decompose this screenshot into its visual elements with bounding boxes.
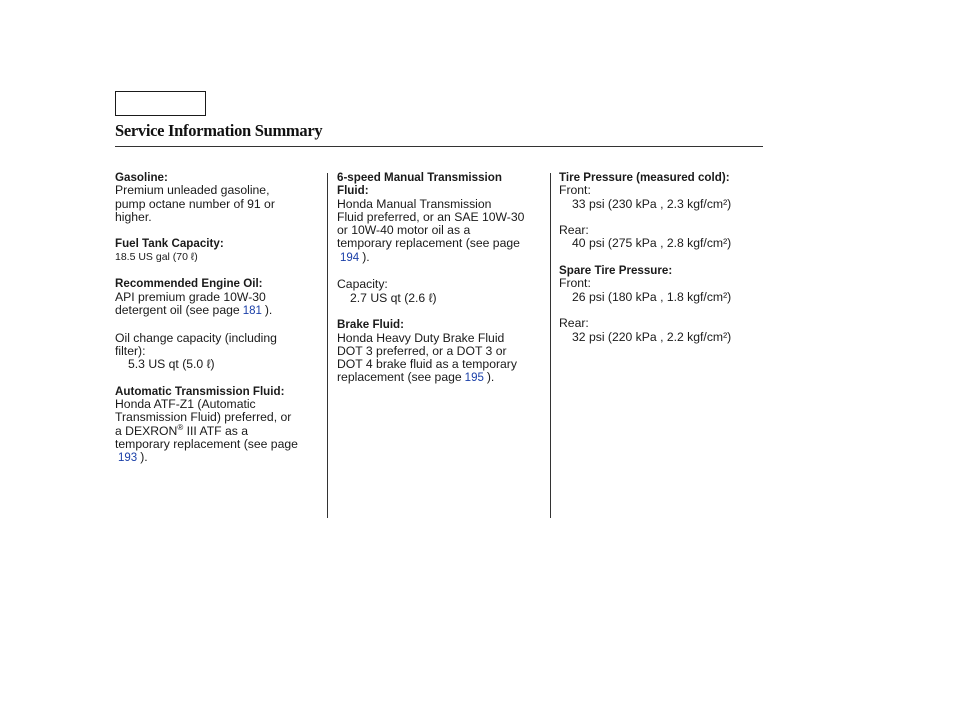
- gasoline-line: pump octane number of 91 or: [115, 196, 275, 211]
- oil-capacity-line: Oil change capacity (including: [115, 330, 277, 345]
- spare-tire-heading: Spare Tire Pressure: [559, 264, 669, 278]
- mtf-heading: 6-speed Manual Transmission: [337, 171, 502, 184]
- engine-oil-line-end: ).: [264, 302, 273, 317]
- atf-line: temporary replacement (see page: [115, 436, 298, 451]
- atf-heading: Automatic Transmission Fluid: [115, 384, 281, 398]
- engine-oil-line: API premium grade 10W-30: [115, 289, 266, 304]
- atf-line: Honda ATF-Z1 (Automatic: [115, 397, 256, 412]
- gasoline-line: Premium unleaded gasoline,: [115, 183, 270, 198]
- page-link-194[interactable]: 194: [340, 251, 360, 264]
- brake-fluid-line-end: ).: [486, 370, 495, 385]
- fuel-tank-value: 18.5 US gal (70 ℓ): [115, 250, 198, 263]
- mtf-heading: Fluid: [337, 184, 365, 198]
- gasoline-heading: Gasoline: [115, 171, 164, 184]
- brake-fluid-line: DOT 3 preferred, or a DOT 3 or: [337, 343, 507, 358]
- brake-fluid-line: DOT 4 brake fluid as a temporary: [337, 357, 517, 372]
- front-pressure-value: 33 psi (230 kPa , 2.3 kgf/cm²): [572, 196, 732, 211]
- spare-front-label: Front:: [559, 276, 591, 291]
- page-link-181[interactable]: 181: [242, 304, 262, 317]
- atf-line-end: ).: [140, 450, 148, 465]
- column-divider-1: [327, 173, 328, 518]
- header-rule: [115, 146, 763, 147]
- brake-fluid-line: Honda Heavy Duty Brake Fluid: [337, 330, 505, 345]
- gasoline-line: higher.: [115, 209, 152, 224]
- spare-front-value: 26 psi (180 kPa , 1.8 kgf/cm²): [572, 289, 732, 304]
- engine-oil-line: detergent oil (see page: [115, 302, 240, 317]
- front-label: Front:: [559, 183, 591, 198]
- mtf-line-end: ).: [362, 249, 370, 264]
- spare-rear-value: 32 psi (220 kPa , 2.2 kgf/cm²): [572, 329, 732, 344]
- atf-line: III ATF as a: [183, 423, 249, 438]
- mtf-line: temporary replacement (see page: [337, 236, 520, 251]
- page-title: Service Information Summary: [115, 121, 323, 140]
- atf-line: Transmission Fluid) preferred, or: [115, 410, 292, 425]
- fuel-tank-heading: Fuel Tank Capacity: [115, 237, 220, 251]
- column-right: Tire Pressure (measured cold): Front: 33 psi (230 kPa , 2.3 kgf/cm²) Rear: 40 psi (275 kPa , 2.8 kgf/cm²) Spare Tire Pressure: Front: 26 psi (180 kPa , 1.8 kgf/cm²) Rear: 32 psi (220 kPa , 2.2 kgf/cm²): [559, 171, 769, 344]
- oil-capacity-line: filter):: [115, 343, 146, 358]
- engine-oil-heading: Recommended Engine Oil: [115, 277, 259, 291]
- brake-fluid-heading: Brake Fluid: [337, 318, 401, 332]
- mtf-line: Honda Manual Transmission: [337, 196, 492, 211]
- spare-rear-label: Rear:: [559, 316, 589, 331]
- rear-pressure-value: 40 psi (275 kPa , 2.8 kgf/cm²): [572, 236, 732, 251]
- column-left: Gasoline: Premium unleaded gasoline, pump octane number of 91 or higher. Fuel Tank Capacity: 18.5 US gal (70 ℓ) Recommended Engine Oil: API premium grade 10W-30 detergent oil (see page 181 ). Oil change capacity (including filter): 5.3 US qt (5.0 ℓ) Automatic Transmission Fluid: Honda ATF-Z1 (Automatic Transmission Fluid) preferred, or a DEXRON® III ATF as a temporary replacement (see page 193 ).: [115, 171, 325, 466]
- column-divider-2: [550, 173, 551, 518]
- oil-capacity-value: 5.3 US qt (5.0 ℓ): [128, 357, 215, 372]
- page-link-195[interactable]: 195: [464, 372, 484, 385]
- tire-pressure-heading: Tire Pressure (measured cold): [559, 171, 726, 184]
- capacity-label: Capacity:: [337, 277, 388, 292]
- capacity-value: 2.7 US qt (2.6 ℓ): [350, 290, 437, 305]
- rear-label: Rear:: [559, 223, 589, 238]
- nav-box[interactable]: [115, 91, 206, 116]
- registered-mark: ®: [177, 422, 184, 432]
- mtf-line: or 10W-40 motor oil as a: [337, 223, 471, 238]
- column-middle: 6-speed Manual Transmission Fluid: Honda Manual Transmission Fluid preferred, or an SAE 10W-30 or 10W-40 motor oil as a temporary replacement (see page 194 ). Capacity: 2.7 US qt (2.6 ℓ) Brake Fluid: Honda Heavy Duty Brake Fluid DOT 3 preferred, or a DOT 3 or DOT 4 brake fluid as a temporary replacement (see page 195 ).: [337, 171, 547, 386]
- atf-line: a DEXRON: [115, 423, 178, 438]
- brake-fluid-line: replacement (see page: [337, 370, 462, 385]
- mtf-line: Fluid preferred, or an SAE 10W-30: [337, 209, 525, 224]
- page-link-193[interactable]: 193: [118, 452, 138, 465]
